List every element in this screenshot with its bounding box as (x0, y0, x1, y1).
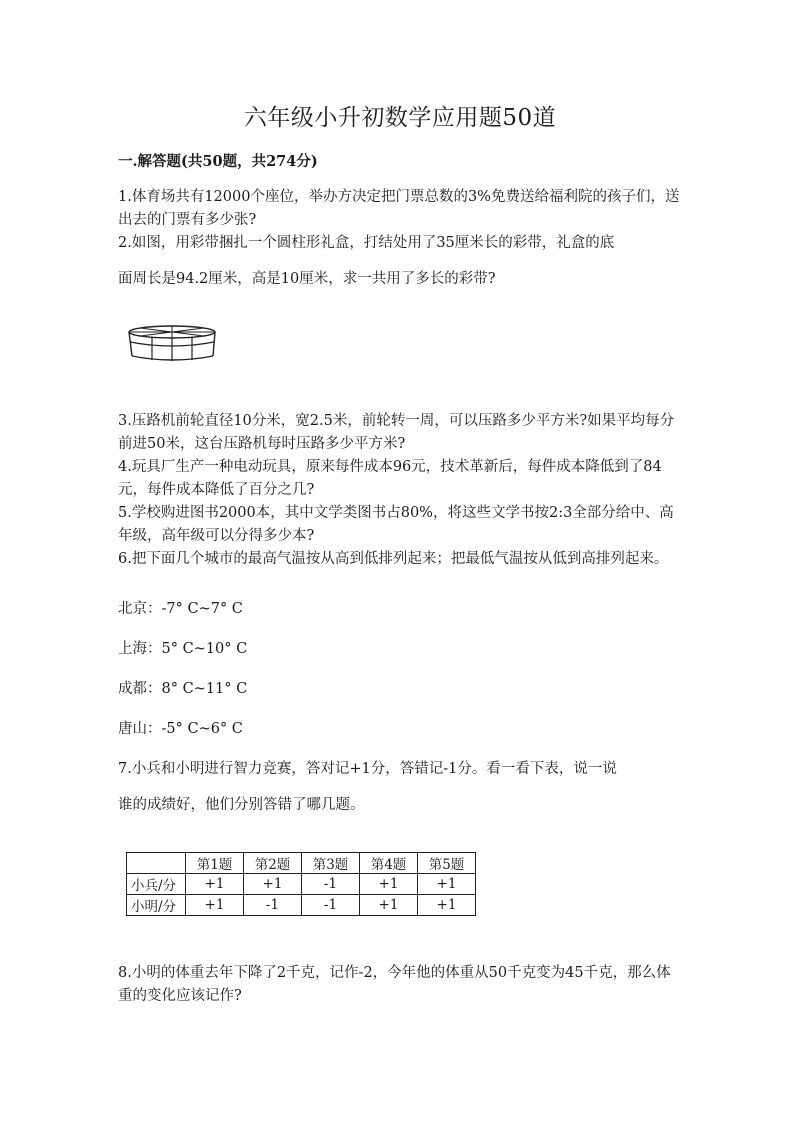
table-cell: +1 (244, 874, 302, 895)
table-corner-cell (127, 853, 186, 874)
page-title: 六年级小升初数学应用题50道 (243, 105, 557, 131)
city-beijing: 北京：-7° C~7° C (118, 601, 243, 617)
table-cell: +1 (418, 895, 476, 916)
table-cell: +1 (186, 895, 244, 916)
question-2-line-2: 面周长是94.2厘米，高是10厘米，求一共用了多长的彩带? (118, 271, 496, 287)
column-header: 第1题 (186, 853, 244, 874)
question-7-line-2: 谁的成绩好，他们分别答错了哪几题。 (118, 797, 365, 813)
table-cell: +1 (360, 874, 418, 895)
table-row (127, 874, 476, 895)
cylinder-gift-box-figure (128, 323, 220, 363)
question-6: 6.把下面几个城市的最高气温按从高到低排列起来；把最低气温按从低到高排列起来。 (118, 551, 669, 567)
question-5: 5.学校购进图书2000本，其中文学类图书占80%，将这些文学书按2:3全部分给中、高年级，高年级可以分得多少本? (118, 505, 674, 544)
city-tangshan: 唐山：-5° C~6° C (118, 721, 243, 737)
column-header: 第3题 (302, 853, 360, 874)
city-shanghai: 上海：5° C~10° C (118, 641, 248, 657)
column-header: 第5题 (418, 853, 476, 874)
column-header: 第4题 (360, 853, 418, 874)
table-row (127, 895, 476, 916)
question-1: 1.体育场共有12000个座位，举办方决定把门票总数的3%免费送给福利院的孩子们，送出去的门票有多少张? (118, 189, 680, 228)
section-header: 一.解答题(共50题，共274分) (118, 153, 318, 170)
question-7-line-1: 7.小兵和小明进行智力竞赛，答对记+1分，答错记-1分。看一看下表，说一说 (118, 761, 617, 777)
table-cell: -1 (302, 895, 360, 916)
row-header: 小明/分 (127, 895, 186, 916)
table-cell: +1 (418, 874, 476, 895)
table-cell: +1 (186, 874, 244, 895)
question-4: 4.玩具厂生产一种电动玩具，原来每件成本96元，技术革新后，每件成本降低到了84元，每件成本降低了百分之几? (118, 459, 662, 498)
table-cell: -1 (244, 895, 302, 916)
column-header: 第2题 (244, 853, 302, 874)
table-cell: -1 (302, 874, 360, 895)
row-header: 小兵/分 (127, 874, 186, 895)
score-table (126, 852, 476, 916)
question-2-line-1: 2.如图，用彩带捆扎一个圆柱形礼盒，打结处用了35厘米长的彩带，礼盒的底 (118, 235, 615, 251)
city-chengdu: 成都：8° C~11° C (118, 681, 248, 697)
table-header-row (127, 853, 476, 874)
question-8: 8.小明的体重去年下降了2千克，记作-2，今年他的体重从50千克变为45千克，那么体重的变化应该记作? (118, 965, 671, 1004)
table-cell: +1 (360, 895, 418, 916)
question-3: 3.压路机前轮直径10分米，宽2.5米，前轮转一周，可以压路多少平方米?如果平均每分前进50米，这台压路机每时压路多少平方米? (118, 413, 675, 452)
